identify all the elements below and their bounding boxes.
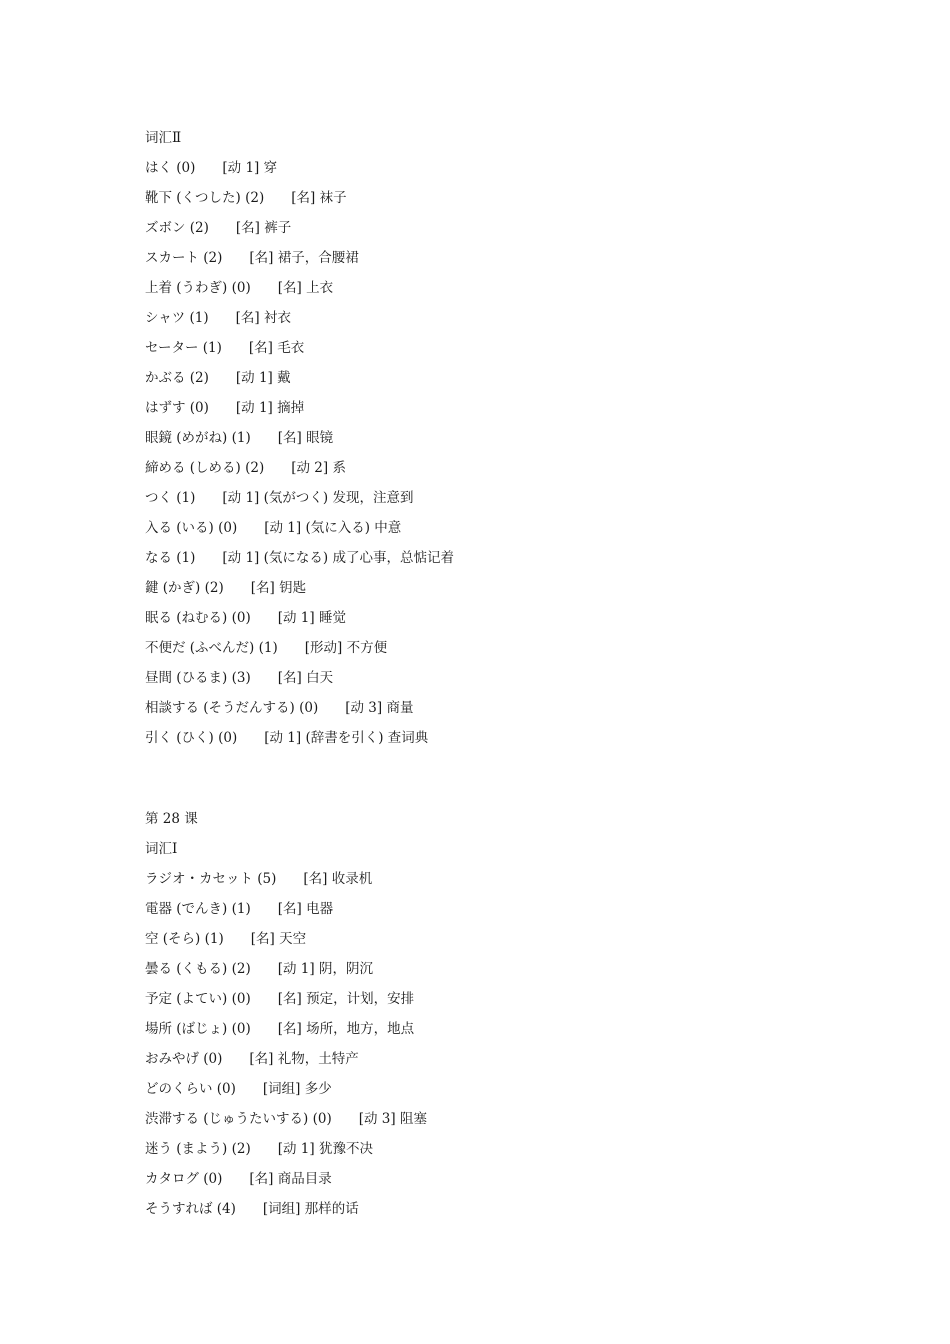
vocab-list-1 [145,157,905,757]
vocab-entry: 相談する (そうだんする) (0) [动 3] 商量 [145,700,414,716]
vocab-list-2 [145,868,905,1228]
vocab-entry: はく (0) [动 1] 穿 [145,160,278,176]
vocab-entry: ラジオ・カセット (5) [名] 收录机 [145,871,373,887]
vocab-entry: 不便だ (ふべんだ) (1) [形动] 不方便 [145,640,388,656]
vocab-entry: 電器 (でんき) (1) [名] 电器 [145,901,334,917]
vocab-entry: ズボン (2) [名] 裤子 [145,220,292,236]
vocab-entry: かぶる (2) [动 1] 戴 [145,370,291,386]
vocab-entry: 曇る (くもる) (2) [动 1] 阴，阴沉 [145,961,373,977]
vocabulary-page [145,127,905,1228]
vocab-entry: 予定 (よてい) (0) [名] 预定，计划，安排 [145,991,415,1007]
vocab-entry: そうすれば (4) [词组] 那样的话 [145,1201,359,1217]
vocab-entry: 入る (いる) (0) [动 1] (気に入る) 中意 [145,520,402,536]
vocab-entry: 眠る (ねむる) (0) [动 1] 睡觉 [145,610,346,626]
vocab-entry: 眼鏡 (めがね) (1) [名] 眼镜 [145,430,334,446]
lesson-title: 第 28 课 [145,811,198,827]
vocab-entry: スカート (2) [名] 裙子，合腰裙 [145,250,359,266]
vocab-entry: 上着 (うわぎ) (0) [名] 上衣 [145,280,334,296]
vocab-entry: 締める (しめる) (2) [动 2] 系 [145,460,346,476]
vocab-entry: シャツ (1) [名] 衬衣 [145,310,291,326]
vocab-entry: 迷う (まよう) (2) [动 1] 犹豫不决 [145,1141,373,1157]
section-heading: 词汇Ⅱ [145,130,182,146]
vocab-entry: 引く (ひく) (0) [动 1] (辞書を引く) 查词典 [145,730,429,746]
vocab-entry: 空 (そら) (1) [名] 天空 [145,931,307,947]
vocab-entry: つく (1) [动 1] (気がつく) 发现，注意到 [145,490,414,506]
vocab-entry: なる (1) [动 1] (気になる) 成了心事，总惦记着 [145,550,454,566]
vocab-entry: 渋滞する (じゅうたいする) (0) [动 3] 阻塞 [145,1111,427,1127]
vocab-entry: 靴下 (くつした) (2) [名] 袜子 [145,190,347,206]
vocab-entry: はずす (0) [动 1] 摘掉 [145,400,305,416]
vocab-entry: 昼間 (ひるま) (3) [名] 白天 [145,670,334,686]
section-spacer [145,757,905,808]
vocab-entry: おみやげ (0) [名] 礼物，土特产 [145,1051,359,1067]
vocab-entry: カタログ (0) [名] 商品目录 [145,1171,332,1187]
vocab-entry: セーター (1) [名] 毛衣 [145,340,305,356]
vocab-entry: 場所 (ばじょ) (0) [名] 场所，地方，地点 [145,1021,415,1037]
vocab-entry: どのくらい (0) [词组] 多少 [145,1081,332,1097]
vocab-entry: 鍵 (かぎ) (2) [名] 钥匙 [145,580,307,596]
section-heading: 词汇Ⅰ [145,841,178,857]
